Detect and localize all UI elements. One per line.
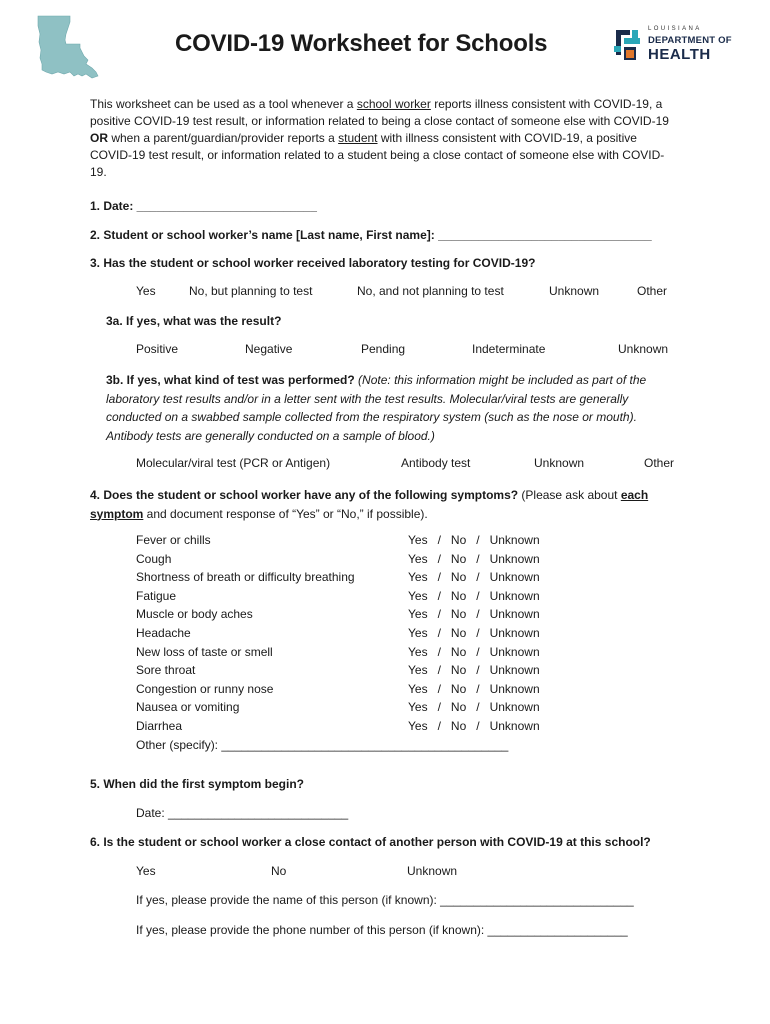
q6-option-yes: Yes xyxy=(136,864,156,878)
q4-each-symptom: each symptom xyxy=(90,488,649,521)
symptom-row xyxy=(136,533,566,552)
symptom-other-specify: Other (specify): ___________________________________________ xyxy=(136,737,509,752)
q3-option-unknown: Unknown xyxy=(549,284,600,298)
q6-contact-name-line: If yes, please provide the name of this person (if known): _____________________________ xyxy=(136,893,634,907)
question-3a-result: 3a. If yes, what was the result? xyxy=(106,314,282,328)
q6-contact-phone-line: If yes, please provide the phone number of this person (if known): _____________________ xyxy=(136,923,628,937)
symptom-answer: Yes / No / Unknown xyxy=(408,588,540,603)
symptom-list xyxy=(136,533,566,756)
symptom-label: Muscle or body aches xyxy=(136,607,253,622)
symptom-answer: Yes / No / Unknown xyxy=(408,663,540,678)
question-1-date: 1. Date: ___________________________ xyxy=(90,199,317,213)
symptom-label: New loss of taste or smell xyxy=(136,644,273,659)
symptom-row xyxy=(136,607,566,626)
ldh-logo-middle-text: DEPARTMENT OF xyxy=(648,35,732,46)
ldh-logo-bottom-text: HEALTH xyxy=(648,46,711,63)
intro-or: OR xyxy=(90,131,108,145)
symptom-answer: Yes / No / Unknown xyxy=(408,700,540,715)
symptom-label: Fatigue xyxy=(136,588,177,603)
ldh-cross-icon xyxy=(612,28,642,62)
question-3-testing: 3. Has the student or school worker received laboratory testing for COVID-19? xyxy=(90,256,536,270)
q4-text-2: and document response of “Yes” or “No,” if possible). xyxy=(143,506,428,521)
symptom-row xyxy=(136,589,566,608)
symptom-row xyxy=(136,570,566,589)
q3b-option-unknown: Unknown xyxy=(534,456,585,470)
symptom-label: Nausea or vomiting xyxy=(136,700,240,715)
question-6-close-contact: 6. Is the student or school worker a close contact of another person with COVID-19 at this school? xyxy=(90,835,651,849)
symptom-row xyxy=(136,552,566,571)
q3a-option-indeterminate: Indeterminate xyxy=(472,342,546,356)
q3b-option-molecular: Molecular/viral test (PCR or Antigen) xyxy=(136,456,331,470)
q3a-option-positive: Positive xyxy=(136,342,179,356)
symptom-row xyxy=(136,626,566,645)
symptom-label: Diarrhea xyxy=(136,718,183,733)
q3a-option-unknown: Unknown xyxy=(618,342,669,356)
intro-text-4: with illness consistent with COVID-19, a positive COVID-19 test result, or information related to a student being a close contact of someone else with COVID-19. xyxy=(90,131,665,179)
symptom-label: Congestion or runny nose xyxy=(136,681,274,696)
symptom-answer: Yes / No / Unknown xyxy=(408,570,540,585)
intro-paragraph xyxy=(90,96,680,181)
q3-option-other: Other xyxy=(637,284,668,298)
intro-school-worker: school worker xyxy=(356,97,431,111)
intro-text-3: when a parent/guardian/provider reports a xyxy=(108,131,339,145)
q3a-option-pending: Pending xyxy=(361,342,406,356)
question-4-symptoms xyxy=(90,486,670,523)
intro-text-2: reports illness consistent with COVID-19, a positive COVID-19 test result, or information related to being a close contact of someone else with COVID-19 xyxy=(90,97,669,128)
symptom-row-other xyxy=(136,738,566,757)
symptom-answer: Yes / No / Unknown xyxy=(408,625,540,640)
q3-option-planning: No, but planning to test xyxy=(189,284,313,298)
symptom-row xyxy=(136,719,566,738)
ldh-logo-top-text: LOUISIANA xyxy=(648,26,702,32)
q5-date-line: Date: ___________________________ xyxy=(136,806,349,820)
symptom-row xyxy=(136,645,566,664)
symptom-answer: Yes / No / Unknown xyxy=(408,718,540,733)
symptom-answer: Yes / No / Unknown xyxy=(408,644,540,659)
q6-option-no: No xyxy=(271,864,287,878)
question-2-name: 2. Student or school worker’s name [Last name, First name]: ________________________________ xyxy=(90,228,652,242)
q3a-option-negative: Negative xyxy=(245,342,293,356)
page-title: COVID-19 Worksheet for Schools xyxy=(175,30,548,57)
symptom-row xyxy=(136,682,566,701)
q3b-option-antibody: Antibody test xyxy=(401,456,471,470)
intro-student: student xyxy=(338,131,378,145)
symptom-label: Shortness of breath or difficulty breathing xyxy=(136,570,355,585)
question-5-onset: 5. When did the first symptom begin? xyxy=(90,777,305,791)
symptom-row xyxy=(136,663,566,682)
question-3b-test-kind xyxy=(106,371,681,445)
symptom-answer: Yes / No / Unknown xyxy=(408,533,540,547)
symptom-answer: Yes / No / Unknown xyxy=(408,681,540,696)
symptom-label: Sore throat xyxy=(136,663,196,678)
q3b-option-other: Other xyxy=(644,456,675,470)
ldh-logo xyxy=(612,26,742,66)
intro-text-1: This worksheet can be used as a tool whenever a xyxy=(90,97,357,111)
symptom-label: Cough xyxy=(136,551,172,566)
q4-label: 4. Does the student or school worker have any of the following symptoms? xyxy=(90,488,519,502)
q4-text-1: (Please ask about xyxy=(518,488,621,502)
symptom-answer: Yes / No / Unknown xyxy=(408,607,540,622)
louisiana-map-icon xyxy=(36,14,100,80)
symptom-label: Fever or chills xyxy=(136,533,211,547)
q3b-note: (Note: this information might be included as part of the laboratory test results and/or in a letter sent with the test results. Molecular/viral tests are generally conducted on a swabbed sample collected from the respiratory system (such as the nose or mouth). Antibody tests are generally conducted on a sample of blood.) xyxy=(106,373,647,443)
symptom-answer: Yes / No / Unknown xyxy=(408,551,540,566)
q3-option-not-planning: No, and not planning to test xyxy=(357,284,504,298)
symptom-label: Headache xyxy=(136,625,191,640)
q3-option-yes: Yes xyxy=(136,284,156,298)
q6-option-unknown: Unknown xyxy=(407,864,458,878)
q3b-label: 3b. If yes, what kind of test was performed? xyxy=(106,373,355,387)
symptom-row xyxy=(136,700,566,719)
